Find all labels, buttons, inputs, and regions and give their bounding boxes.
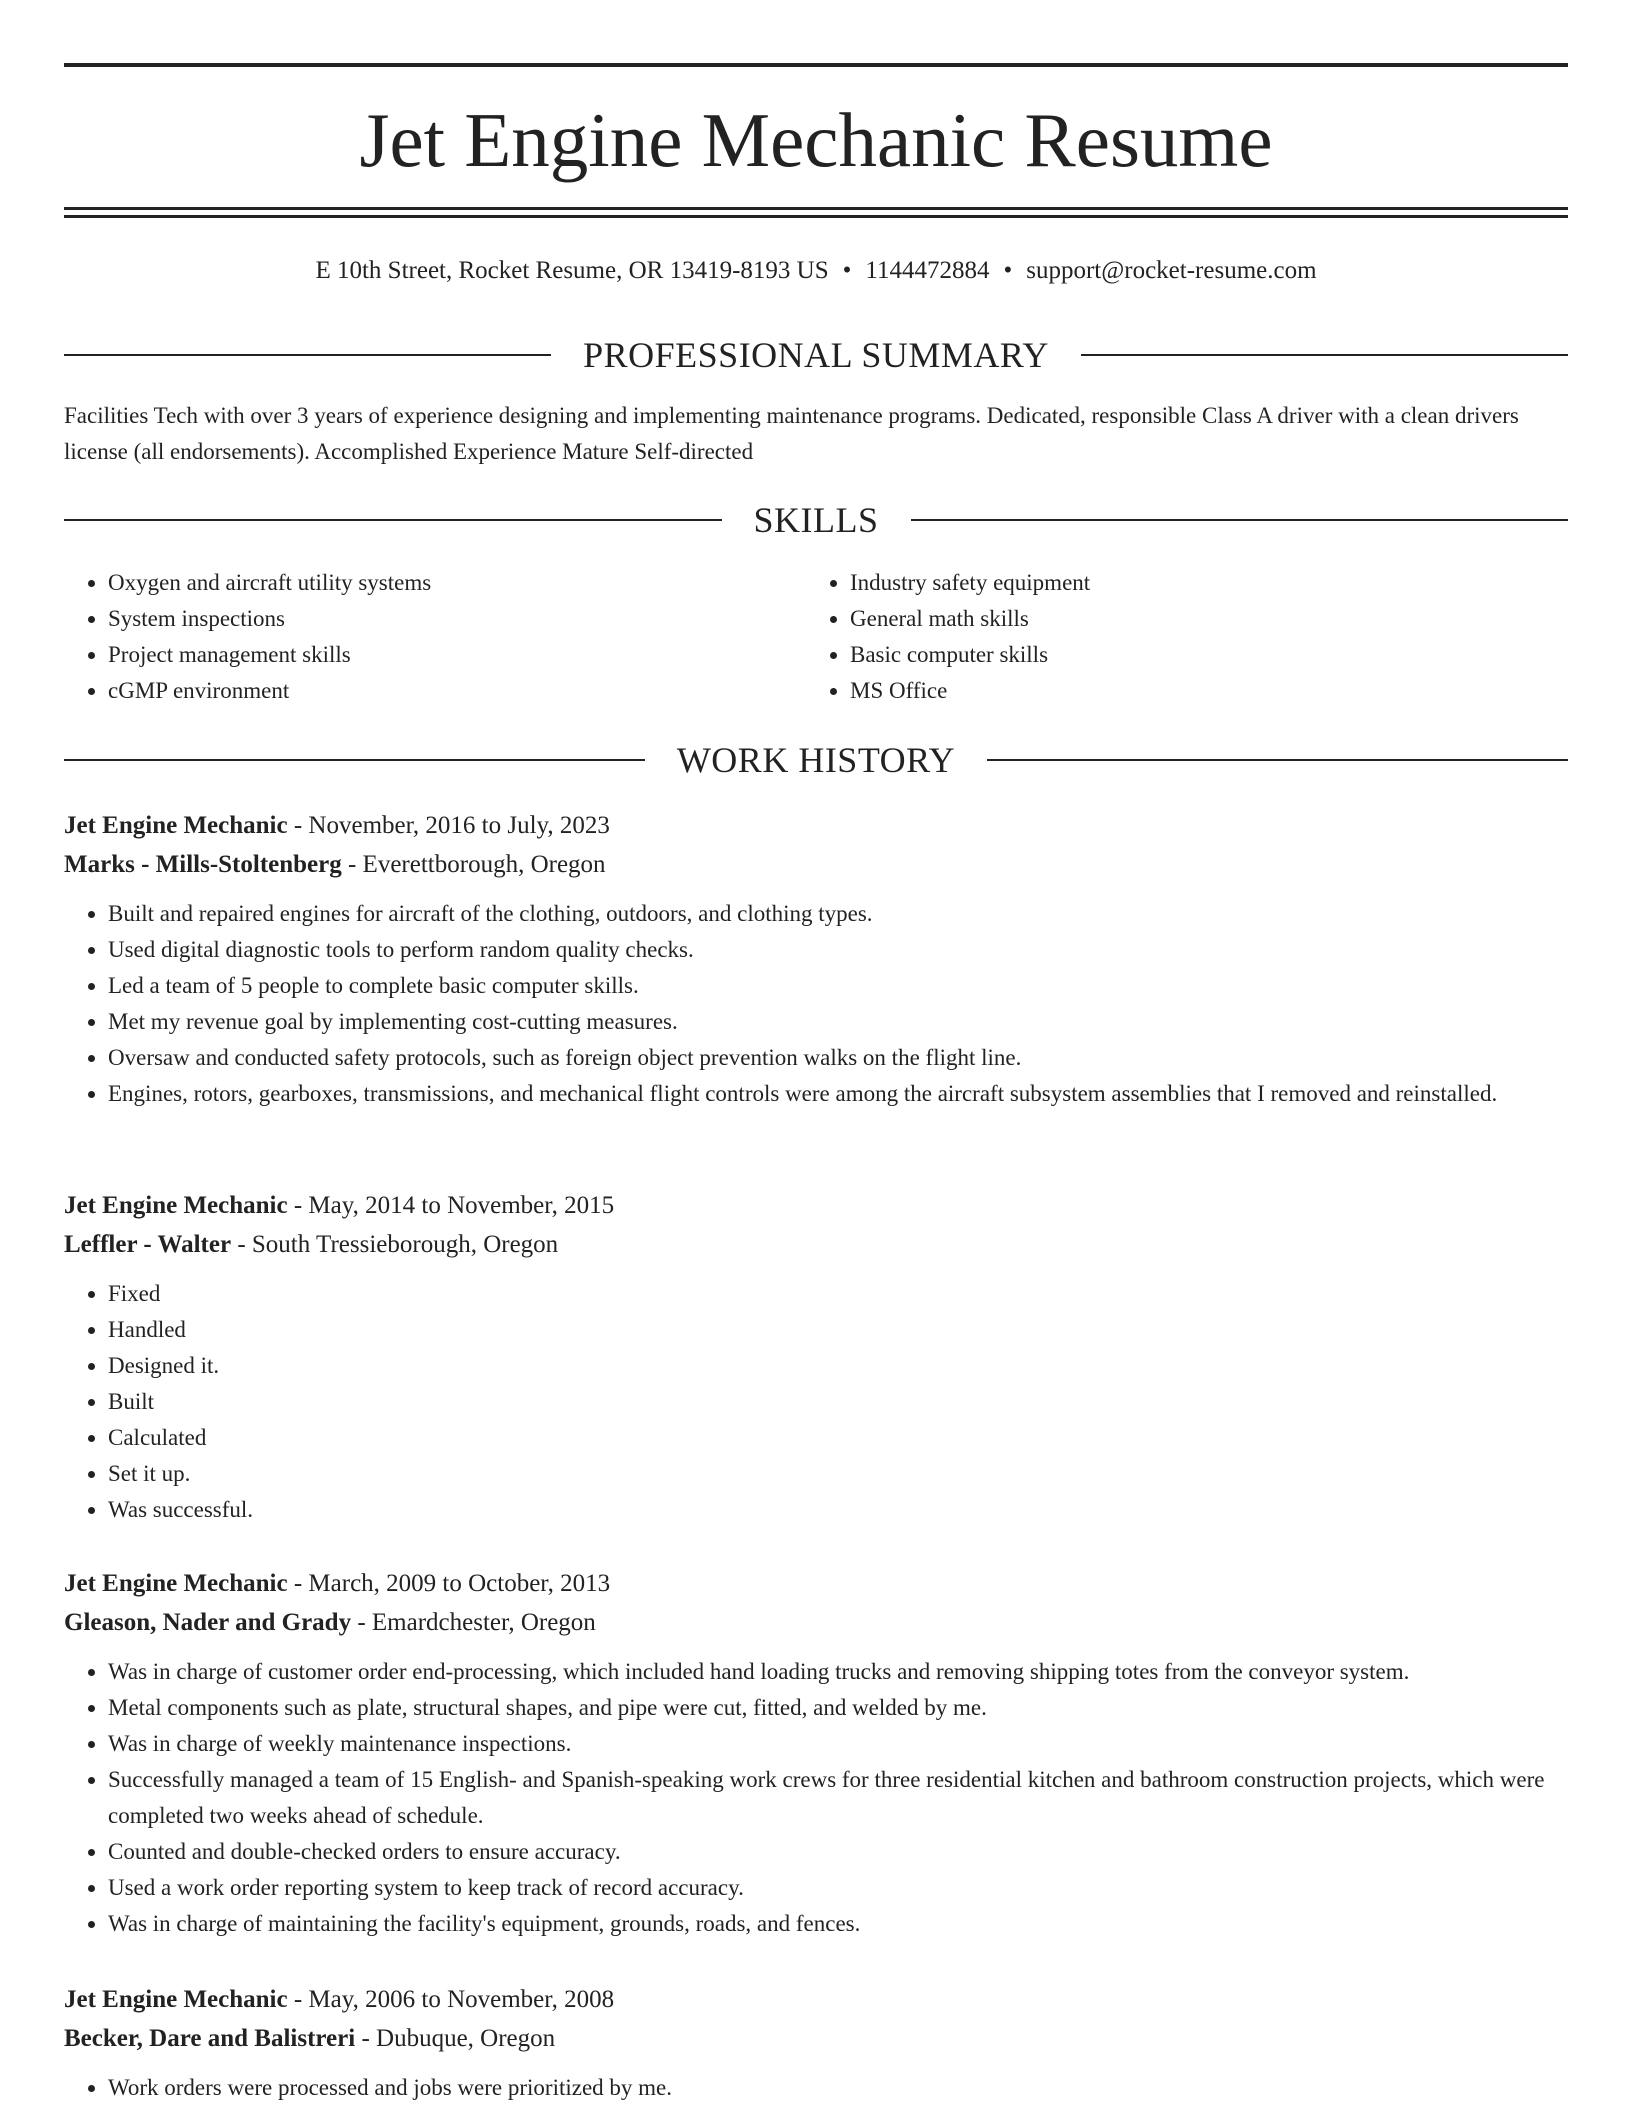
- job-location: - Everettborough, Oregon: [341, 851, 606, 878]
- job-bullet: • Was in charge of weekly maintenance inspections.: [108, 1726, 1568, 1762]
- job-bullet: • Built and repaired engines for aircraft of the clothing, outdoors, and clothing types.: [108, 896, 1568, 932]
- skills-list-left: [64, 565, 806, 709]
- section-rule-left: [64, 519, 722, 521]
- job-bullet: • Oversaw and conducted safety protocols, such as foreign object prevention walks on the flight line.: [108, 1040, 1568, 1076]
- job-bullets: [64, 1276, 1568, 1528]
- skill-item: • System inspections: [108, 601, 806, 637]
- job-company: Leffler - Walter: [64, 1231, 232, 1258]
- section-header-summary: [64, 333, 1568, 377]
- job-entry: [64, 1564, 1568, 1942]
- title-rule-lower: [64, 215, 1568, 218]
- job-company: Marks - Mills-Stoltenberg: [64, 851, 342, 878]
- section-rule-left: [64, 759, 645, 761]
- section-header-work: [64, 738, 1568, 782]
- skill-item: • MS Office: [850, 673, 1548, 709]
- section-title-summary: PROFESSIONAL SUMMARY: [583, 335, 1049, 375]
- section-title-work: WORK HISTORY: [676, 740, 956, 780]
- job-title: Jet Engine Mechanic: [64, 1986, 288, 2013]
- title-rule-upper: [64, 207, 1568, 210]
- skills-list-right: [806, 565, 1548, 709]
- job-entry: [64, 1186, 1568, 1528]
- job-title: Jet Engine Mechanic: [64, 812, 288, 839]
- skill-item: • Oxygen and aircraft utility systems: [108, 565, 806, 601]
- job-bullet: • Fixed: [108, 1276, 1568, 1312]
- section-header-skills: [64, 498, 1568, 542]
- job-company-line: [64, 845, 1568, 884]
- job-bullet: • Metal components such as plate, structural shapes, and pipe were cut, fitted, and welded by me.: [108, 1690, 1568, 1726]
- job-title: Jet Engine Mechanic: [64, 1192, 288, 1219]
- job-bullet: • Was in charge of maintaining the facility's equipment, grounds, roads, and fences.: [108, 1906, 1568, 1942]
- job-entry: [64, 1980, 1568, 2106]
- job-bullet: • Was successful.: [108, 1492, 1568, 1528]
- job-bullets: [64, 2070, 1568, 2106]
- job-bullet: • Calculated: [108, 1420, 1568, 1456]
- job-bullet: • Handled: [108, 1312, 1568, 1348]
- section-title-skills: SKILLS: [753, 500, 879, 540]
- section-rule-right: [911, 519, 1569, 521]
- job-bullet: • Built: [108, 1384, 1568, 1420]
- job-title-line: [64, 1980, 1568, 2019]
- resume-title: Jet Engine Mechanic Resume: [359, 97, 1273, 183]
- job-bullet: • Counted and double-checked orders to ensure accuracy.: [108, 1834, 1568, 1870]
- summary-text: Facilities Tech with over 3 years of experience designing and implementing maintenance programs. Dedicated, responsible Class A driver with a clean drivers license (all endorsements). Accomplished Experience Mature Self-directed: [64, 403, 1519, 464]
- skills-columns: [64, 565, 1568, 709]
- job-title-line: [64, 1564, 1568, 1603]
- job-dates: - March, 2009 to October, 2013: [287, 1570, 611, 1597]
- job-bullet: • Used digital diagnostic tools to perform random quality checks.: [108, 932, 1568, 968]
- job-bullets: [64, 1654, 1568, 1942]
- job-bullet: • Led a team of 5 people to complete basic computer skills.: [108, 968, 1568, 1004]
- job-bullet: • Set it up.: [108, 1456, 1568, 1492]
- job-company: Gleason, Nader and Grady: [64, 1609, 352, 1636]
- job-location: - Dubuque, Oregon: [355, 2025, 556, 2052]
- job-bullet: • Engines, rotors, gearboxes, transmissions, and mechanical flight controls were among the aircraft subsystem assemblies that I removed and reinstalled.: [108, 1076, 1568, 1112]
- job-location: - Emardchester, Oregon: [351, 1609, 596, 1636]
- job-title-line: [64, 806, 1568, 845]
- job-dates: - May, 2014 to November, 2015: [287, 1192, 615, 1219]
- job-dates: - May, 2006 to November, 2008: [287, 1986, 615, 2013]
- job-title: Jet Engine Mechanic: [64, 1570, 288, 1597]
- job-bullet: • Met my revenue goal by implementing cost-cutting measures.: [108, 1004, 1568, 1040]
- contact-email: support@rocket-resume.com: [1026, 257, 1317, 284]
- job-title-line: [64, 1186, 1568, 1225]
- section-rule-right: [987, 759, 1568, 761]
- skill-item: • cGMP environment: [108, 673, 806, 709]
- job-company: Becker, Dare and Balistreri: [64, 2025, 356, 2052]
- contact-separator: •: [1003, 257, 1013, 284]
- job-bullet: • Work orders were processed and jobs were prioritized by me.: [108, 2070, 1568, 2106]
- job-bullet: • Successfully managed a team of 15 English- and Spanish-speaking work crews for three residential kitchen and bathroom construction projects, which were completed two weeks ahead of schedule.: [108, 1762, 1568, 1834]
- contact-address: E 10th Street, Rocket Resume, OR 13419-8193 US: [315, 257, 829, 284]
- job-entry: [64, 806, 1568, 1112]
- job-bullet: • Designed it.: [108, 1348, 1568, 1384]
- contact-separator: •: [842, 257, 852, 284]
- skill-item: • Industry safety equipment: [850, 565, 1548, 601]
- skill-item: • Project management skills: [108, 637, 806, 673]
- job-dates: - November, 2016 to July, 2023: [287, 812, 610, 839]
- top-rule: [64, 63, 1568, 67]
- job-bullet: • Was in charge of customer order end-processing, which included hand loading trucks and removing shipping totes from the conveyor system.: [108, 1654, 1568, 1690]
- job-location: - South Tressieborough, Oregon: [231, 1231, 559, 1258]
- skill-item: • Basic computer skills: [850, 637, 1548, 673]
- skill-item: • General math skills: [850, 601, 1548, 637]
- contact-line: [64, 254, 1568, 288]
- section-rule-right: [1081, 354, 1568, 356]
- job-company-line: [64, 1225, 1568, 1264]
- job-bullets: [64, 896, 1568, 1112]
- job-company-line: [64, 1603, 1568, 1642]
- section-rule-left: [64, 354, 551, 356]
- job-company-line: [64, 2019, 1568, 2058]
- contact-phone: 1144472884: [865, 257, 990, 284]
- job-bullet: • Used a work order reporting system to keep track of record accuracy.: [108, 1870, 1568, 1906]
